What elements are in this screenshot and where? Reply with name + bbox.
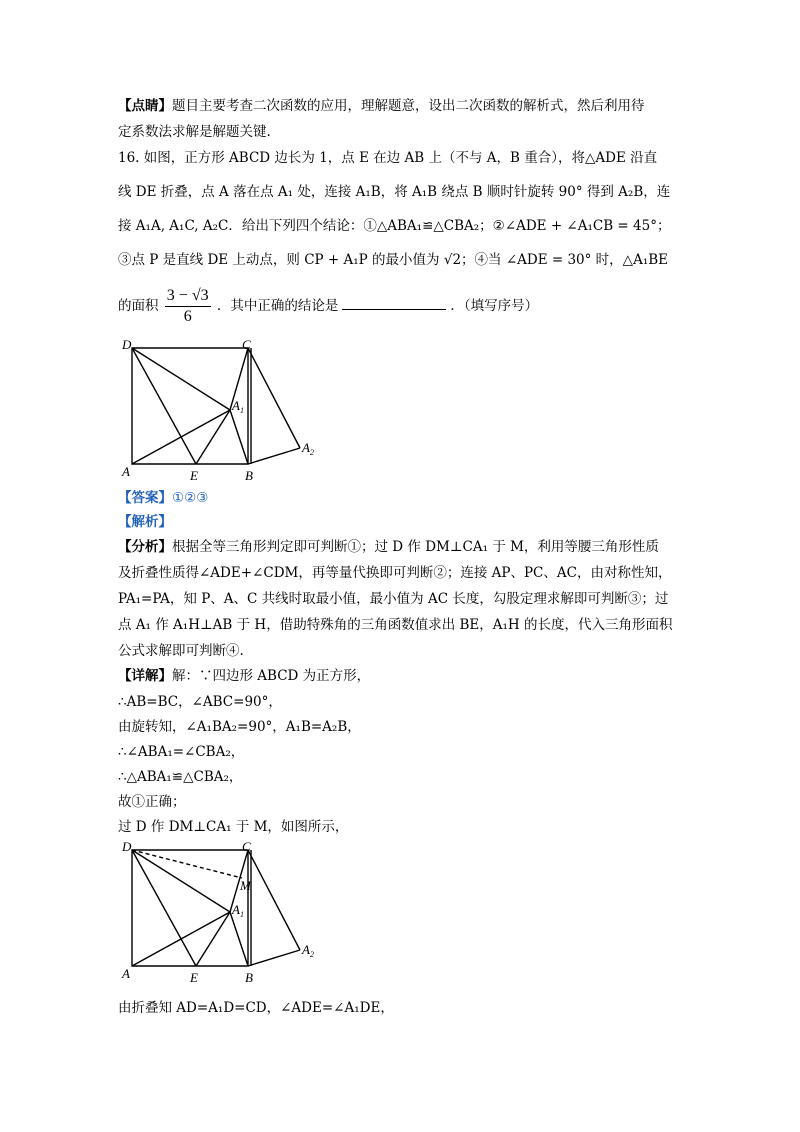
- problem-line-4: ③点 P 是直线 DE 上动点，则 CP + A₁P 的最小值为 √2；④当 ∠ADE = 30° 时，△A₁BE: [118, 252, 669, 268]
- label-a-2: A: [122, 966, 130, 981]
- fenxi-line-2: 及折叠性质得∠ADE+∠CDM，再等量代换即可判断②；连接 AP、PC、AC，由对称性知，: [118, 565, 672, 581]
- xiangjie-line-6: 故①正确；: [118, 794, 186, 810]
- answer-tag: 【答案】: [118, 490, 172, 506]
- dianjing-tag: 【点睛】: [118, 98, 172, 114]
- xiangjie-line-1: [118, 666, 370, 686]
- segment-da1: [132, 348, 230, 410]
- label-a1-2: $A_1$: [232, 902, 244, 919]
- area-label: 的面积: [118, 298, 159, 314]
- answer-blank[interactable]: [342, 295, 446, 310]
- fenxi-tag: 【分析】: [118, 539, 172, 555]
- fraction-denominator: 6: [183, 308, 192, 325]
- segment-ba1-2: [230, 912, 248, 966]
- answer-prompt: ．其中正确的结论是: [216, 298, 339, 314]
- label-e-2: E: [190, 970, 198, 985]
- label-d-2: D: [122, 840, 132, 854]
- xiangjie-line-5: ∴△ABA₁≌△CBA₂，: [118, 769, 243, 785]
- segment-ba1: [230, 410, 248, 464]
- label-a2: $A_2$: [302, 440, 314, 457]
- xiangjie-line-3: 由旋转知，∠A₁BA₂=90°，A₁B=A₂B，: [118, 719, 361, 735]
- xiangjie-line-4: ∴∠ABA₁=∠CBA₂，: [118, 744, 245, 760]
- last-line-1: 由折叠知 AD=A₁D=CD，∠ADE=∠A₁DE，: [118, 1000, 394, 1016]
- fenxi-line-4: 点 A₁ 作 A₁H⊥AB 于 H，借助特殊角的三角函数值求出 BE，A₁H 的长度，代入三角形面积: [118, 617, 673, 633]
- problem-line-3: 接 A₁A, A₁C, A₂C．给出下列四个结论：①△ABA₁≌△CBA₂；②∠ADE + ∠A₁CB = 45°；: [118, 218, 671, 234]
- fenxi-line-5: 公式求解即可判断④.: [118, 643, 244, 659]
- segment-ea1: [196, 410, 230, 464]
- area-fraction: [165, 286, 211, 327]
- figure-1: [118, 338, 328, 488]
- xiangjie-tag: 【详解】: [118, 668, 172, 684]
- segment-da1-2: [132, 850, 230, 912]
- label-d: D: [122, 338, 132, 352]
- dianjing-text-1: 题目主要考查二次函数的应用，理解题意，设出二次函数的解析式，然后利用待: [172, 98, 645, 114]
- dianjing-line-1: [118, 96, 645, 116]
- segment-dm-dashed: [132, 850, 242, 878]
- xiangjie-line-7: 过 D 作 DM⊥CA₁ 于 M，如图所示，: [118, 819, 349, 835]
- answer-line: [118, 488, 208, 508]
- label-a1: $A_1$: [232, 398, 244, 415]
- label-c: C: [242, 338, 251, 352]
- fenxi-text-1: 根据全等三角形判定即可判断①；过 D 作 DM⊥CA₁ 于 M，利用等腰三角形性质: [172, 539, 659, 555]
- answer-value: ①②③: [172, 490, 209, 506]
- label-b: B: [245, 468, 253, 483]
- label-e: E: [190, 468, 198, 483]
- segment-ba2: [248, 448, 300, 464]
- fenxi-line-3: PA₁=PA，知 P、A、C 共线时取最小值，最小值为 AC 长度，勾股定理求解即可判断③；过: [118, 591, 669, 607]
- label-a2-2: $A_2$: [302, 942, 314, 959]
- segment-ca2: [248, 348, 300, 448]
- fraction-numerator: 3 − √3: [165, 286, 211, 307]
- label-c-2: C: [242, 840, 251, 854]
- segment-ba2-2: [248, 950, 300, 966]
- label-m-2: M: [240, 878, 251, 893]
- label-b-2: B: [245, 970, 253, 985]
- jiexi-line: [118, 512, 172, 532]
- problem-line-5: [118, 286, 538, 327]
- jiexi-tag: 【解析】: [118, 514, 172, 530]
- segment-ca2-2: [248, 850, 300, 950]
- fill-hint: ．（填写序号）: [450, 298, 539, 314]
- problem-line-2: 线 DE 折叠，点 A 落在点 A₁ 处，连接 A₁B，将 A₁B 绕点 B 顺时针旋转 90° 得到 A₂B，连: [118, 184, 671, 200]
- xiangjie-line-2: ∴AB=BC，∠ABC=90°，: [118, 694, 282, 710]
- figure-2: [118, 840, 328, 990]
- label-a: A: [122, 464, 130, 479]
- dianjing-line-2: 定系数法求解是解题关键.: [118, 124, 271, 140]
- segment-aa1: [132, 410, 230, 464]
- problem-line-1: 16. 如图，正方形 ABCD 边长为 1，点 E 在边 AB 上（不与 A，B 重合），将△ADE 沿直: [118, 150, 658, 166]
- segment-ea1-2: [196, 912, 230, 966]
- segment-aa1-2: [132, 912, 230, 966]
- xiangjie-text-1: 解：∵四边形 ABCD 为正方形，: [172, 668, 371, 684]
- fenxi-line-1: [118, 537, 659, 557]
